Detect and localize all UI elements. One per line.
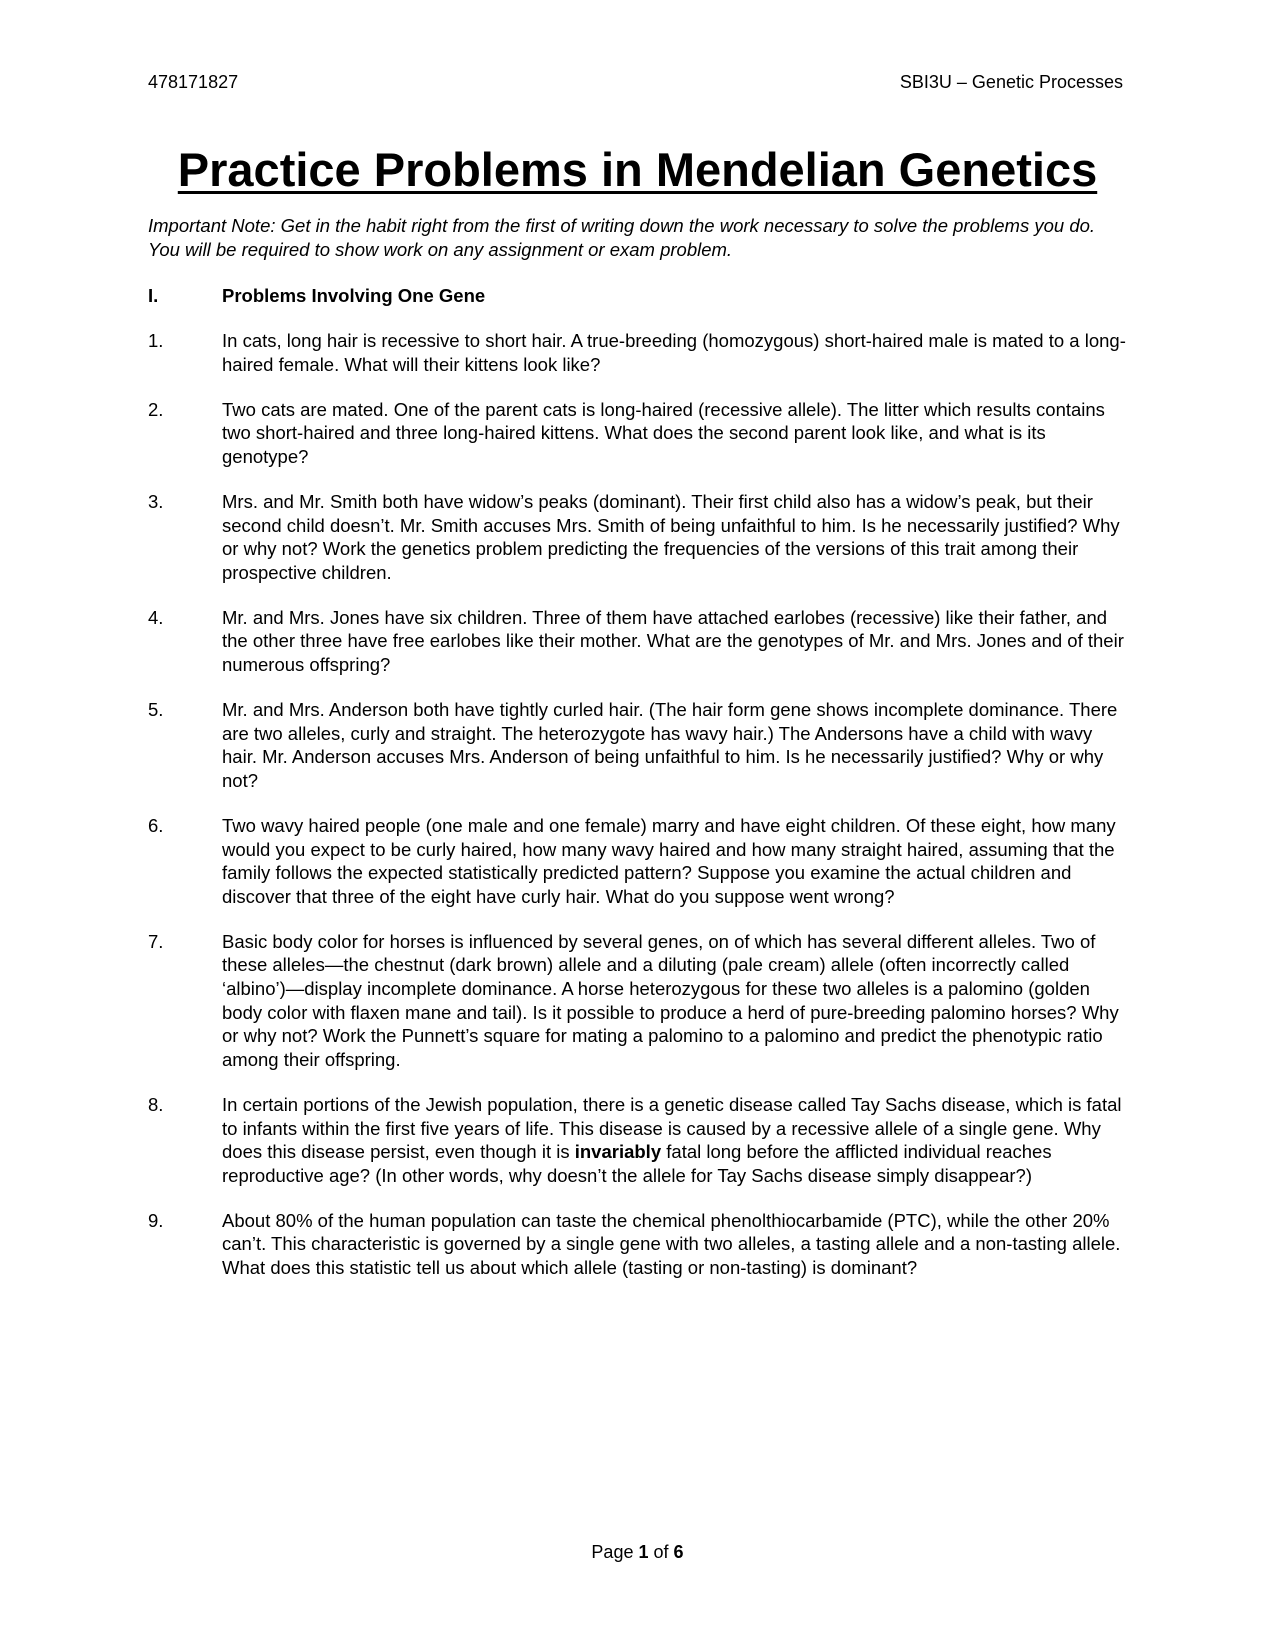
problem-number: 3.: [148, 490, 164, 512]
problem-text: About 80% of the human population can taste the chemical phenolthiocarbamide (PTC), while the other 20% can’t. This characteristic is governed by a single gene with two alleles, a tasting allele and a non-tasting allele. What does this statistic tell us about which allele (tasting or non-tasting) is dominant?: [222, 1209, 1121, 1278]
important-note: Important Note: Get in the habit right from the first of writing down the work necessary to solve the problems you do. You will be required to show work on any assignment or exam problem.: [148, 215, 1096, 260]
problem-text: Two cats are mated. One of the parent cats is long-haired (recessive allele). The litter which results contains two short-haired and three long-haired kittens. What does the second parent look like, and what is its genotype?: [222, 398, 1105, 467]
problem-text-part: In certain portions of the Jewish population, there is a genetic disease called Tay Sachs disease, which is fatal to infants within the first five years of life. This disease is caused by a recessive allele of a single gene. Why does this disease persist, even though it is: [222, 1093, 1122, 1163]
page-footer: [0, 1542, 1275, 1563]
problem-text: Mr. and Mrs. Anderson both have tightly curled hair. (The hair form gene shows incomplete dominance. There are two alleles, curly and straight. The heterozygote has wavy hair.) The Andersons have a child with wavy hair. Mr. Anderson accuses Mrs. Anderson of being unfaithful to him. Is he necessarily justified? Why or why not?: [222, 699, 1118, 791]
problem-number: 5.: [148, 699, 164, 721]
section-title: Problems Involving One Gene: [222, 285, 486, 306]
page-current: 1: [638, 1542, 649, 1562]
problem-number: 1.: [148, 330, 164, 351]
problem-item: [148, 490, 1128, 584]
problem-text: Mr. and Mrs. Jones have six children. Three of them have attached earlobes (recessive) like their father, and the other three have free earlobes like their mother. What are the genotypes of Mr. and Mrs. Jones and of their numerous offspring?: [222, 606, 1124, 676]
section-heading: [148, 285, 485, 307]
problem-item: [148, 1093, 1128, 1187]
problem-text: Mrs. and Mr. Smith both have widow’s peaks (dominant). Their first child also has a widow’s peak, but their second child doesn’t. Mr. Smith accuses Mrs. Smith of being unfaithful to him. Is he necessarily justified? Why or why not? Work the genetics problem predicting the frequencies of the versions of this trait among their prospective children.: [222, 490, 1120, 583]
of-label: of: [653, 1542, 669, 1562]
problem-number: 6.: [148, 815, 164, 836]
header-course: SBI3U – Genetic Processes: [899, 72, 1123, 92]
emphasis-word: invariably: [574, 1141, 662, 1163]
problem-item: [148, 398, 1128, 469]
header-doc-id: 478171827: [148, 72, 239, 92]
problem-list: [148, 329, 1128, 1301]
problem-number: 9.: [148, 1209, 164, 1231]
problem-item: [148, 698, 1128, 792]
page-label: Page: [591, 1542, 634, 1562]
problem-number: 7.: [148, 930, 164, 952]
section-number: I.: [148, 285, 159, 306]
problem-number: 4.: [148, 606, 164, 628]
problem-text-part: fatal long before the afflicted individual reaches reproductive age? (In other words, why doesn’t the allele for Tay Sachs disease simply disappear?): [222, 1141, 1052, 1186]
problem-item: [148, 606, 1128, 677]
problem-text: Basic body color for horses is influenced by several genes, on of which has several different alleles. Two of these alleles—the chestnut (dark brown) allele and a diluting (pale cream) allele (often incorrectly called ‘albino’)—display incomplete dominance. A horse heterozygous for these two alleles is a palomino (golden body color with flaxen mane and tail). Is it possible to produce a herd of pure-breeding palomino horses? Why or why not? Work the Punnett’s square for mating a palomino to a palomino and predict the phenotypic ratio among their offspring.: [222, 930, 1119, 1070]
page-total: 6: [673, 1542, 684, 1562]
problem-item: [148, 814, 1128, 908]
problem-text: Two wavy haired people (one male and one female) marry and have eight children. Of these eight, how many would you expect to be curly haired, how many wavy haired and how many straight haired, assuming that the family follows the expected statistically predicted pattern? Suppose you examine the actual children and discover that three of the eight have curly hair. What do you suppose went wrong?: [222, 815, 1116, 907]
problem-item: [148, 329, 1128, 376]
problem-text: [222, 1093, 1128, 1187]
problem-number: 8.: [148, 1093, 164, 1115]
problem-text: In cats, long hair is recessive to short hair. A true-breeding (homozygous) short-haired male is mated to a long-haired female. What will their kittens look like?: [222, 330, 1126, 375]
problem-number: 2.: [148, 398, 164, 420]
page-title: Practice Problems in Mendelian Genetics: [177, 143, 1098, 196]
problem-item: [148, 930, 1128, 1072]
problem-item: [148, 1209, 1128, 1280]
